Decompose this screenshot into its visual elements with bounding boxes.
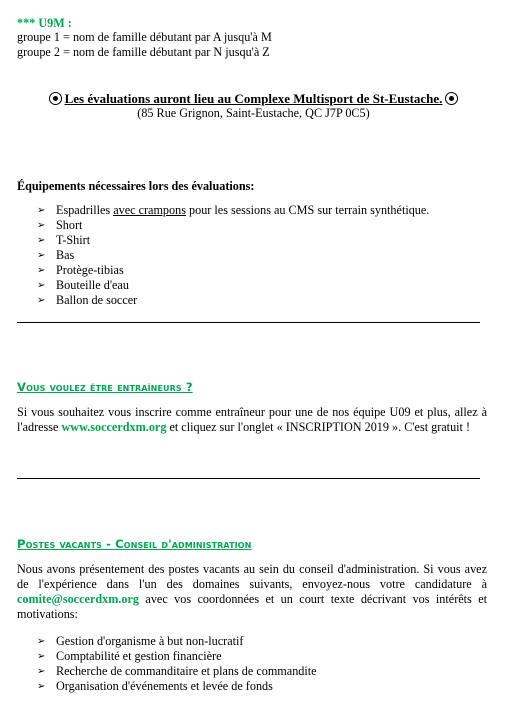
equipment-list: [37, 203, 429, 308]
equipment-heading: Équipements nécessaires lors des évaluations:: [17, 179, 255, 193]
list-item: ➢ Recherche de commanditaire et plans de commandite: [37, 664, 317, 678]
list-item: ➢ Bouteille d'eau: [37, 278, 129, 292]
arrow-bullet-icon: ➢: [37, 280, 46, 291]
evaluation-headline: Les évaluations auront lieu au Complexe Multisport de St-Eustache.: [64, 91, 443, 106]
list-item: ➢ Espadrilles avec crampons pour les sessions au CMS sur terrain synthétique.: [37, 203, 430, 217]
list-item: ➢ T-Shirt: [37, 233, 91, 247]
arrow-bullet-icon: ➢: [37, 235, 46, 246]
u9m-group-1: groupe 1 = nom de famille débutant par A jusqu'à M: [17, 30, 272, 44]
u9m-group-2: groupe 2 = nom de famille débutant par N jusqu'à Z: [17, 45, 270, 59]
board-heading: Postes vacants - Conseil d'administration: [17, 537, 252, 551]
list-item: ➢ Short: [37, 218, 83, 232]
list-item: ➢ Protège-tibias: [37, 263, 124, 277]
arrow-bullet-icon: ➢: [37, 666, 46, 677]
arrow-bullet-icon: ➢: [37, 651, 46, 662]
soccer-ball-icon: [445, 92, 458, 105]
list-item: ➢ Bas: [37, 248, 75, 262]
arrow-bullet-icon: ➢: [37, 250, 46, 261]
coaches-heading: Vous voulez être entraîneurs ?: [17, 380, 193, 394]
arrow-bullet-icon: ➢: [37, 265, 46, 276]
list-item: ➢ Gestion d'organisme à but non-lucratif: [37, 634, 244, 648]
board-skills-list: [37, 634, 317, 694]
evaluation-address: (85 Rue Grignon, Saint-Eustache, QC J7P 0C5): [137, 106, 370, 120]
website-link[interactable]: www.soccerdxm.org: [61, 420, 167, 434]
email-link[interactable]: comite@soccerdxm.org: [17, 592, 139, 606]
arrow-bullet-icon: ➢: [37, 220, 46, 231]
coaches-paragraph: Si vous souhaitez vous inscrire comme entraîneur pour une de nos équipe U09 et plus, allez à l'adresse www.soccerdxm.org et cliquez sur l'onglet « INSCRIPTION 2019 ». C'est gratuit !: [17, 405, 487, 434]
divider: [17, 478, 480, 479]
list-item: ➢ Organisation d'événements et levée de fonds: [37, 679, 273, 693]
u9m-title: *** U9M :: [17, 16, 72, 30]
soccer-ball-icon: [49, 92, 62, 105]
arrow-bullet-icon: ➢: [37, 295, 46, 306]
arrow-bullet-icon: ➢: [37, 681, 46, 692]
divider: [17, 322, 480, 323]
evaluation-location-line: [0, 91, 507, 106]
board-paragraph: Nous avons présentement des postes vacants au sein du conseil d'administration. Si vous avez de l'expérience dans l'un des domaines suivants, envoyez-nous votre candidature à comite@soccerdxm.org avec vos coordonnées et un court texte décrivant vos intérêts et motivations:: [17, 562, 487, 621]
list-item: ➢ Comptabilité et gestion financière: [37, 649, 222, 663]
arrow-bullet-icon: ➢: [37, 636, 46, 647]
arrow-bullet-icon: ➢: [37, 205, 46, 216]
list-item: ➢ Ballon de soccer: [37, 293, 138, 307]
